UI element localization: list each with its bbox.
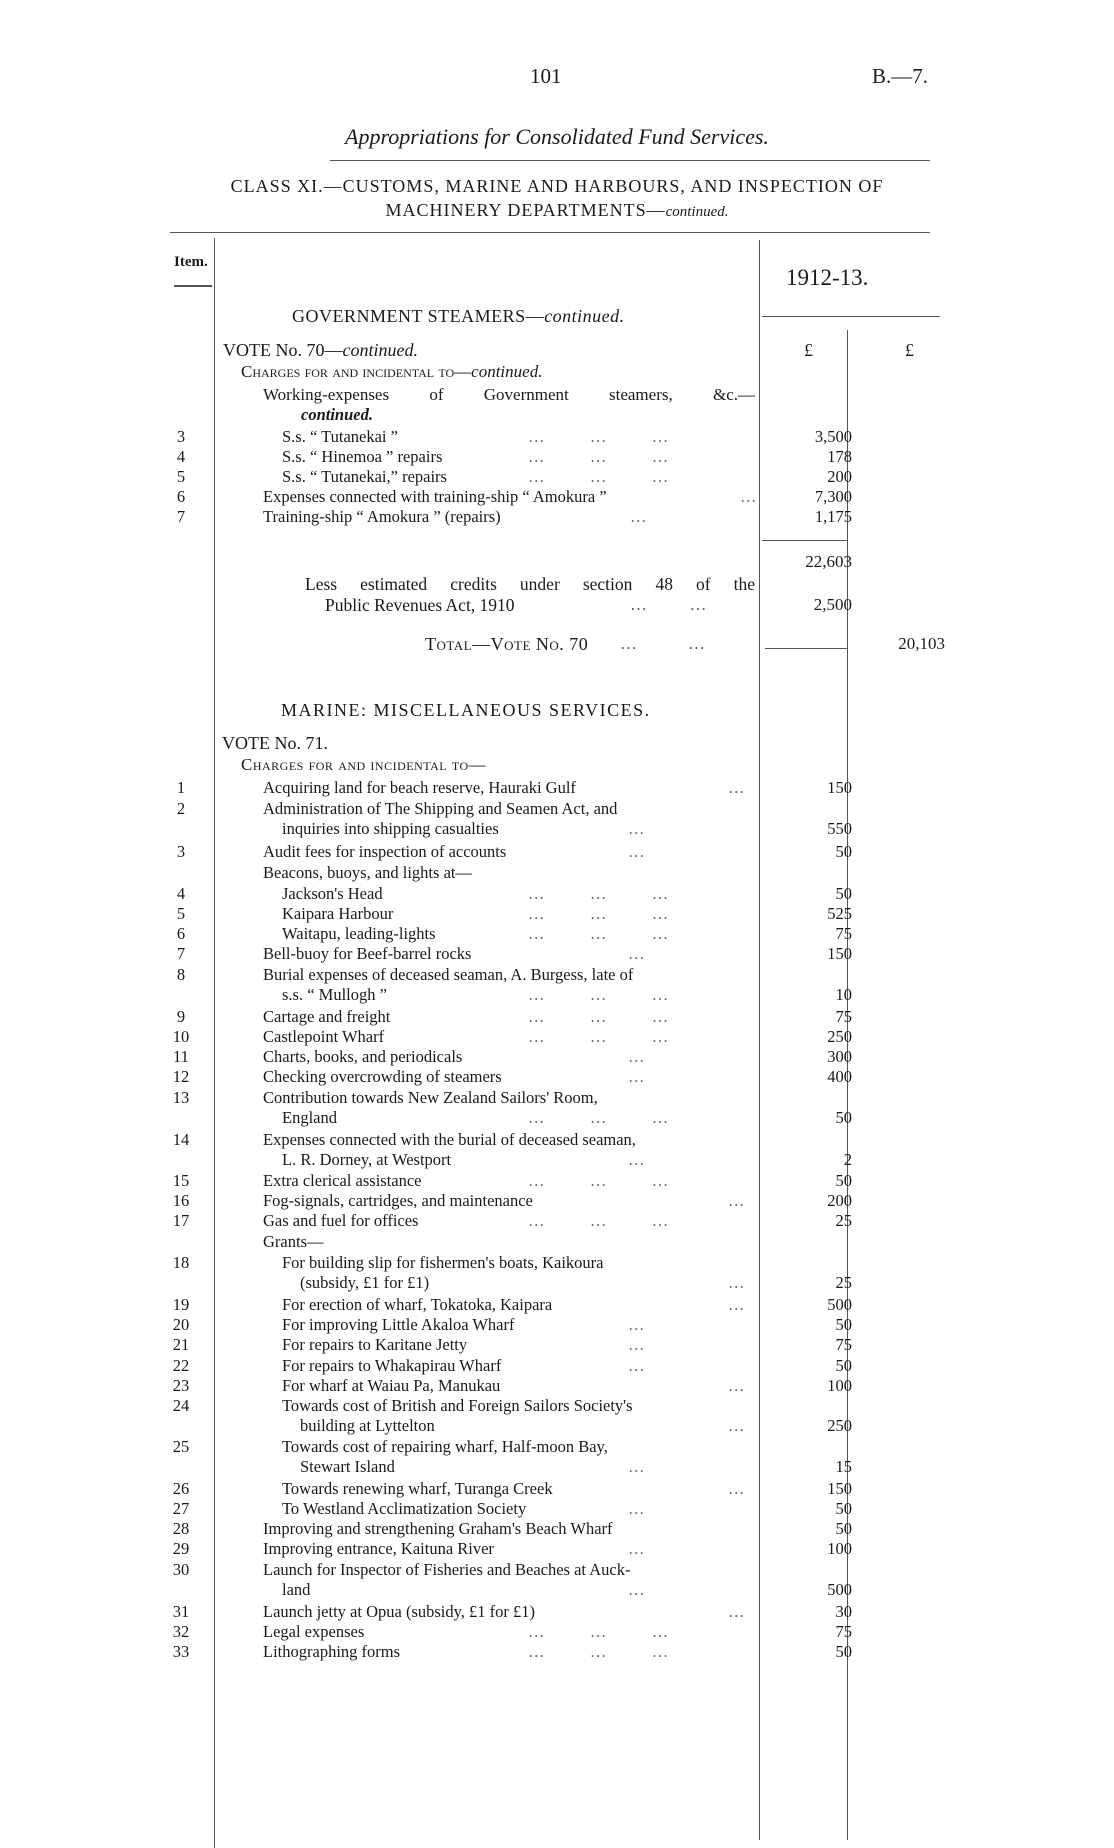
item-number: 3 <box>176 427 186 446</box>
item-description: Lithographing forms <box>263 1642 401 1661</box>
dot-leader: … … … <box>528 1642 669 1661</box>
item-description: Administration of The Shipping and Seamen Act, and <box>263 799 618 818</box>
item-column-header: Item. <box>174 254 208 270</box>
steamer-item-row <box>0 507 1114 527</box>
beacons-subheading: Beacons, buoys, and lights at— <box>263 863 472 882</box>
class-title-line2-text: MACHINERY DEPARTMENTS— <box>385 200 666 220</box>
item-number: 5 <box>176 904 186 923</box>
working-expenses-continued: continued. <box>301 405 373 424</box>
dot-leader: … <box>728 1191 745 1210</box>
working-expenses-heading: Working-expenses of Government steamers, &c.— <box>263 385 755 404</box>
dot-leader: … … … <box>528 1622 669 1641</box>
header-rule <box>330 160 930 161</box>
dot-leader: … <box>728 1273 745 1292</box>
item-description: Checking overcrowding of steamers <box>263 1067 502 1086</box>
marine-item-row <box>0 1437 1114 1476</box>
dot-leader: … <box>628 1457 645 1476</box>
item-description: For erection of wharf, Tokatoka, Kaipara <box>282 1295 553 1314</box>
item-description: Castlepoint Wharf <box>263 1027 385 1046</box>
item-number: 30 <box>172 1560 190 1579</box>
item-amount: 30 <box>835 1602 852 1621</box>
item-amount: 50 <box>835 1171 852 1190</box>
item-number: 24 <box>172 1396 190 1415</box>
item-amount: 2 <box>843 1150 852 1169</box>
vote-70-heading <box>223 340 418 361</box>
item-number: 9 <box>176 1007 186 1026</box>
dot-leader: … <box>628 819 645 838</box>
item-amount: 50 <box>835 1356 852 1375</box>
item-description-continued: inquiries into shipping casualties <box>282 819 499 838</box>
class-title-line1: CLASS XI.—CUSTOMS, MARINE AND HARBOURS, AND INSPECTION OF <box>230 176 884 196</box>
item-number: 7 <box>176 507 186 526</box>
item-amount: 50 <box>835 1108 852 1127</box>
item-description: Waitapu, leading-lights <box>282 924 436 943</box>
item-number: 19 <box>172 1295 190 1314</box>
vote-70-charges-text: Charges for and incidental to— <box>241 362 472 381</box>
item-amount: 50 <box>835 842 852 861</box>
item-amount: 50 <box>835 884 852 903</box>
dot-leader: … <box>728 778 745 797</box>
item-description: Cartage and freight <box>263 1007 391 1026</box>
item-number: 6 <box>176 924 186 943</box>
dot-leader: … … … <box>528 447 669 466</box>
item-description: Towards renewing wharf, Turanga Creek <box>282 1479 553 1498</box>
item-description: For wharf at Waiau Pa, Manukau <box>282 1376 501 1395</box>
pound-symbol-col1: £ <box>804 340 813 360</box>
steamers-heading-continued: continued. <box>544 306 625 326</box>
item-description: Charts, books, and periodicals <box>263 1047 463 1066</box>
dot-leader: … <box>628 1580 645 1599</box>
dot-leader: … <box>728 1376 745 1395</box>
dot-leader: … <box>628 1539 645 1558</box>
marine-item-row <box>0 1315 1114 1335</box>
item-description: For repairs to Karitane Jetty <box>282 1335 468 1354</box>
item-number: 25 <box>172 1437 190 1456</box>
item-description: Jackson's Head <box>282 884 383 903</box>
item-number: 21 <box>172 1335 190 1354</box>
item-amount: 25 <box>835 1273 852 1292</box>
item-amount: 100 <box>827 1376 852 1395</box>
dot-leader: … <box>628 1356 645 1375</box>
item-description: Legal expenses <box>263 1622 365 1641</box>
marine-item-row <box>0 1295 1114 1315</box>
item-number: 14 <box>172 1130 190 1149</box>
item-amount: 550 <box>827 819 852 838</box>
class-title-line2 <box>0 200 1114 221</box>
vote-70-charges-heading <box>241 362 542 382</box>
vote-70-charges-continued: continued. <box>471 362 543 381</box>
item-number: 7 <box>176 944 186 963</box>
item-amount: 300 <box>827 1047 852 1066</box>
dot-leader: … … … <box>528 985 669 1004</box>
item-amount: 200 <box>827 1191 852 1210</box>
vote-71-heading: VOTE No. 71. <box>222 733 328 753</box>
dot-leader: … … … <box>528 427 669 446</box>
table-top-rule <box>170 232 930 233</box>
item-description: Expenses connected with training-ship “ Amokura ” <box>263 487 607 506</box>
item-amount: 15 <box>835 1457 852 1476</box>
item-description: Towards cost of repairing wharf, Half-moon Bay, <box>282 1437 608 1456</box>
steamers-subtotal-rule <box>762 540 848 541</box>
item-amount: 250 <box>827 1027 852 1046</box>
item-number: 27 <box>172 1499 190 1518</box>
item-number: 31 <box>172 1602 190 1621</box>
marine-item-row <box>0 1335 1114 1355</box>
dot-leader: … … … <box>528 1007 669 1026</box>
item-amount: 3,500 <box>814 427 852 446</box>
item-description: Launch jetty at Opua (subsidy, £1 for £1) <box>263 1602 536 1621</box>
year-column-header: 1912-13. <box>786 265 869 290</box>
dot-leader: … … … <box>528 904 669 923</box>
dot-leader: … <box>728 1479 745 1498</box>
marine-item-row <box>0 1211 1114 1231</box>
item-number: 4 <box>176 884 186 903</box>
item-amount: 50 <box>835 1499 852 1518</box>
item-description: Expenses connected with the burial of deceased seaman, <box>263 1130 636 1149</box>
item-amount: 200 <box>827 467 852 486</box>
item-number: 1 <box>176 778 186 797</box>
item-amount: 250 <box>827 1416 852 1435</box>
marine-item-row <box>0 924 1114 944</box>
item-description-continued: L. R. Dorney, at Westport <box>282 1150 452 1169</box>
less-credits-leader: … … <box>630 595 707 614</box>
item-amount: 7,300 <box>814 487 852 506</box>
item-description: Kaipara Harbour <box>282 904 394 923</box>
item-number: 2 <box>176 799 186 818</box>
dot-leader: … … … <box>528 1027 669 1046</box>
dot-leader: … <box>728 1295 745 1314</box>
marine-item-row <box>0 778 1114 798</box>
steamer-item-row <box>0 487 1114 507</box>
item-description: Burial expenses of deceased seaman, A. Burgess, late of <box>263 965 634 984</box>
dot-leader: … … … <box>528 1171 669 1190</box>
item-number: 28 <box>172 1519 190 1538</box>
item-description: For building slip for fishermen's boats, Kaikoura <box>282 1253 604 1272</box>
item-number: 22 <box>172 1356 190 1375</box>
dot-leader: … <box>628 1067 645 1086</box>
dot-leader: … <box>728 1416 745 1435</box>
item-description-continued: Stewart Island <box>300 1457 395 1476</box>
marine-item-row <box>0 944 1114 964</box>
item-description: For repairs to Whakapirau Wharf <box>282 1356 502 1375</box>
item-number: 29 <box>172 1539 190 1558</box>
item-description-continued: England <box>282 1108 337 1127</box>
steamers-heading-text: GOVERNMENT STEAMERS— <box>292 306 545 326</box>
item-number: 11 <box>173 1047 189 1066</box>
dot-leader: … <box>740 487 757 506</box>
marine-item-row <box>0 1130 1114 1169</box>
item-amount: 400 <box>827 1067 852 1086</box>
item-description: Fog-signals, cartridges, and maintenance <box>263 1191 533 1210</box>
item-number: 17 <box>172 1211 190 1230</box>
vote-70-continued: continued. <box>342 340 418 360</box>
item-number: 5 <box>176 467 186 486</box>
dot-leader: … <box>728 1602 745 1621</box>
item-number: 32 <box>172 1622 190 1641</box>
dot-leader: … … … <box>528 924 669 943</box>
marine-item-row <box>0 1067 1114 1087</box>
dot-leader: … <box>628 1150 645 1169</box>
item-amount: 50 <box>835 1315 852 1334</box>
item-amount: 75 <box>835 924 852 943</box>
dot-leader: … … … <box>528 884 669 903</box>
vote-70-total-leader: … … <box>620 634 705 653</box>
item-amount: 50 <box>835 1642 852 1661</box>
item-description: Contribution towards New Zealand Sailors' Room, <box>263 1088 598 1107</box>
marine-item-row <box>0 1642 1114 1662</box>
item-amount: 50 <box>835 1519 852 1538</box>
vote-70-total-rule <box>765 648 847 649</box>
dot-leader: … <box>628 842 645 861</box>
marine-item-row <box>0 884 1114 904</box>
item-description: S.s. “ Hinemoa ” repairs <box>282 447 443 466</box>
item-amount: 150 <box>827 1479 852 1498</box>
item-number: 6 <box>176 487 186 506</box>
page-number: 101 <box>530 64 562 88</box>
item-amount: 10 <box>835 985 852 1004</box>
item-description: Launch for Inspector of Fisheries and Beaches at Auck- <box>263 1560 631 1579</box>
item-description: Audit fees for inspection of accounts <box>263 842 507 861</box>
marine-item-row <box>0 1539 1114 1559</box>
item-description: To Westland Acclimatization Society <box>282 1499 527 1518</box>
item-description: Improving and strengthening Graham's Beach Wharf <box>263 1519 613 1538</box>
vote-70-total-amount: 20,103 <box>898 634 945 653</box>
marine-item-row <box>0 1027 1114 1047</box>
less-credits-amount: 2,500 <box>813 595 852 614</box>
marine-item-row <box>0 965 1114 1004</box>
item-header-underline <box>174 285 212 287</box>
item-number: 13 <box>172 1088 190 1107</box>
dot-leader: … <box>628 1499 645 1518</box>
dot-leader: … … … <box>528 467 669 486</box>
pound-symbol-col2: £ <box>905 340 914 360</box>
document-reference: B.—7. <box>872 64 929 88</box>
item-number: 18 <box>172 1253 190 1272</box>
item-description: Training-ship “ Amokura ” (repairs) <box>263 507 501 526</box>
item-description: Towards cost of British and Foreign Sailors Society's <box>282 1396 633 1415</box>
marine-item-row <box>0 1560 1114 1599</box>
marine-item-row <box>0 1253 1114 1292</box>
marine-item-row <box>0 799 1114 838</box>
page-subtitle: Appropriations for Consolidated Fund Services. <box>345 124 769 149</box>
marine-item-row <box>0 1007 1114 1027</box>
marine-item-row <box>0 1499 1114 1519</box>
steamers-subtotal: 22,603 <box>805 552 852 571</box>
item-amount: 178 <box>827 447 852 466</box>
vote-70-text: VOTE No. 70— <box>223 340 343 360</box>
marine-item-row <box>0 1602 1114 1622</box>
item-amount: 525 <box>827 904 852 923</box>
marine-item-row <box>0 1047 1114 1067</box>
item-description-continued: building at Lyttelton <box>300 1416 435 1435</box>
item-description: Bell-buoy for Beef-barrel rocks <box>263 944 472 963</box>
dot-leader: … <box>628 1315 645 1334</box>
steamer-item-row <box>0 427 1114 447</box>
marine-item-row <box>0 1622 1114 1642</box>
item-description: S.s. “ Tutanekai ” <box>282 427 398 446</box>
item-number: 23 <box>172 1376 190 1395</box>
item-number: 8 <box>176 965 186 984</box>
dot-leader: … <box>628 1047 645 1066</box>
marine-item-row <box>0 1519 1114 1539</box>
marine-item-row <box>0 1191 1114 1211</box>
marine-item-row <box>0 1356 1114 1376</box>
item-description-continued: s.s. “ Mullogh ” <box>282 985 387 1004</box>
item-number: 4 <box>176 447 186 466</box>
item-number: 20 <box>172 1315 190 1334</box>
item-description: S.s. “ Tutanekai,” repairs <box>282 467 447 486</box>
item-description: Acquiring land for beach reserve, Hauraki Gulf <box>263 778 576 797</box>
vote-70-total-label: Total—Vote No. 70 <box>425 634 589 654</box>
item-number: 33 <box>172 1642 190 1661</box>
item-amount: 1,175 <box>814 507 852 526</box>
item-amount: 150 <box>827 778 852 797</box>
item-description: Extra clerical assistance <box>263 1171 422 1190</box>
less-credits-line1: Less estimated credits under section 48 of the <box>305 574 755 594</box>
steamer-item-row <box>0 447 1114 467</box>
item-number: 15 <box>172 1171 190 1190</box>
item-description: Gas and fuel for offices <box>263 1211 419 1230</box>
item-amount: 500 <box>827 1295 852 1314</box>
item-description: For improving Little Akaloa Wharf <box>282 1315 515 1334</box>
item-description: Improving entrance, Kaituna River <box>263 1539 494 1558</box>
dot-leader: … <box>630 507 647 526</box>
item-number: 12 <box>172 1067 190 1086</box>
item-number: 10 <box>172 1027 190 1046</box>
item-number: 3 <box>176 842 186 861</box>
marine-item-row <box>0 1479 1114 1499</box>
steamers-section-heading <box>292 306 625 327</box>
item-amount: 25 <box>835 1211 852 1230</box>
marine-section-heading: MARINE: MISCELLANEOUS SERVICES. <box>281 700 651 720</box>
marine-item-row <box>0 1376 1114 1396</box>
marine-item-row <box>0 842 1114 862</box>
marine-item-row <box>0 1088 1114 1127</box>
item-amount: 75 <box>835 1622 852 1641</box>
dot-leader: … <box>628 944 645 963</box>
item-number: 16 <box>172 1191 190 1210</box>
year-header-rule <box>762 316 940 317</box>
dot-leader: … … … <box>528 1108 669 1127</box>
item-amount: 100 <box>827 1539 852 1558</box>
item-description-continued: (subsidy, £1 for £1) <box>300 1273 430 1292</box>
less-credits-line2: Public Revenues Act, 1910 <box>325 595 515 615</box>
vote-71-charges-heading: Charges for and incidental to— <box>241 755 487 774</box>
grants-subheading: Grants— <box>263 1232 324 1251</box>
item-amount: 75 <box>835 1007 852 1026</box>
dot-leader: … <box>628 1335 645 1354</box>
marine-item-row <box>0 904 1114 924</box>
class-title-continued: continued. <box>665 204 729 220</box>
item-amount: 150 <box>827 944 852 963</box>
item-number: 26 <box>172 1479 190 1498</box>
marine-item-row <box>0 1171 1114 1191</box>
dot-leader: … … … <box>528 1211 669 1230</box>
marine-item-row <box>0 1396 1114 1435</box>
item-amount: 75 <box>835 1335 852 1354</box>
item-description-continued: land <box>282 1580 311 1599</box>
item-amount: 500 <box>827 1580 852 1599</box>
steamer-item-row <box>0 467 1114 487</box>
